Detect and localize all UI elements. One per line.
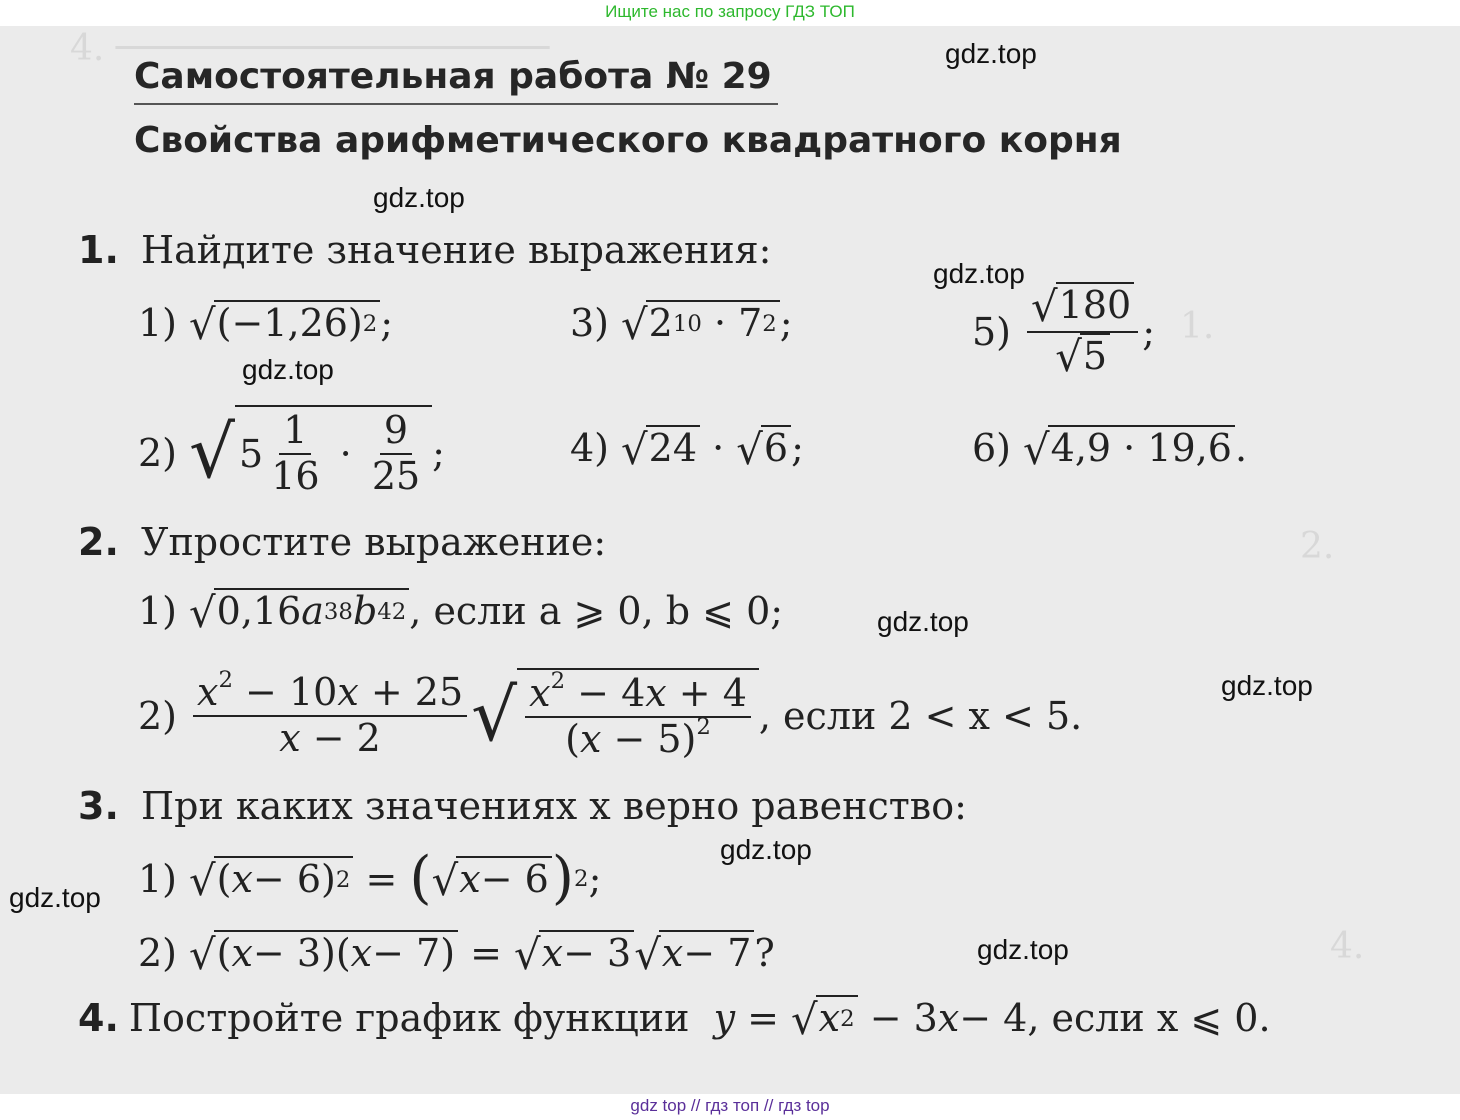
- task-2-item-2: 2) $\frac{x^2 - 10x + 25}{x - 2}$ √ $\frac{x^2 - 4x + 4}{(x - 5)^2}$ , если 2 < x < 5.: [138, 668, 1082, 763]
- item-label: 6): [972, 425, 1012, 470]
- task-3-heading: [78, 784, 967, 828]
- task-1-heading: [78, 228, 771, 272]
- task-1-item-6: 6) √ 4,9 · 19,6 .: [972, 424, 1248, 474]
- item-label: 5): [972, 309, 1012, 354]
- item-label: 1): [138, 588, 178, 633]
- condition-text: , если x ⩽ 0.: [1027, 995, 1271, 1040]
- page-title: Самостоятельная работа № 29: [134, 56, 778, 105]
- watermark: gdz.top: [877, 606, 969, 637]
- item-label: 1): [138, 300, 178, 345]
- condition-text: , если a ⩾ 0, b ⩽ 0;: [409, 588, 784, 633]
- task-1-item-4: 4) √ 24 · √ 6 ;: [570, 424, 804, 474]
- task-1-item-5: 5) √ 180 √ 5 ;: [972, 281, 1155, 382]
- task-number: 2.: [78, 520, 119, 564]
- task-2-item-1: 1) √ 0,16 a 38 b 42 , если a ⩾ 0, b ⩽ 0;: [138, 587, 784, 637]
- item-label: 2): [138, 693, 178, 738]
- top-banner[interactable]: Ищите нас по запросу ГДЗ ТОП: [605, 2, 855, 21]
- bleed-through: 1.: [1180, 306, 1215, 347]
- bleed-through: 4. ────────────────────: [70, 28, 550, 69]
- item-label: 1): [138, 856, 178, 901]
- watermark: gdz.top: [9, 882, 101, 913]
- task-1-item-3: 3) √ 2 10 · 7 2 ;: [570, 299, 793, 349]
- condition-text: , если 2 < x < 5.: [758, 693, 1083, 738]
- task-1-item-1: 1) √ (−1,26) 2 ;: [138, 299, 394, 349]
- task-2-heading: [78, 520, 606, 564]
- item-label: 2): [138, 930, 178, 975]
- bleed-through: 4.: [1330, 926, 1365, 967]
- item-label: 3): [570, 300, 610, 345]
- bleed-through: 2.: [1300, 526, 1335, 567]
- watermark: gdz.top: [945, 38, 1037, 69]
- watermark: gdz.top: [933, 258, 1025, 289]
- task-text: Найдите значение выражения:: [140, 228, 772, 272]
- fraction: √ 180 √ 5: [1027, 282, 1138, 381]
- item-label: 2): [138, 430, 178, 475]
- task-text: Упростите выражение:: [140, 520, 607, 564]
- item-label: 4): [570, 425, 610, 470]
- watermark: gdz.top: [720, 834, 812, 865]
- task-4-heading: 4. Постройте график функции y = √ x 2 − 3 x − 4 , если x ⩽ 0.: [78, 994, 1271, 1044]
- task-number: 3.: [78, 784, 119, 828]
- task-3-item-2: 2) √ ( x − 3)( x − 7) = √ x − 3 √ x − 7 ?: [138, 929, 775, 979]
- task-1-item-2: 2) √ 5 $\frac{1}{16}$ · $\frac{9}{25}$ ;: [138, 405, 445, 500]
- watermark: gdz.top: [977, 934, 1069, 965]
- watermark: gdz.top: [373, 182, 465, 213]
- sqrt-expression: √ (−1,26) 2: [189, 300, 380, 346]
- watermark: gdz.top: [242, 354, 334, 385]
- sqrt-expression: √ 2 10 · 7 2: [621, 300, 780, 346]
- page-subtitle: Свойства арифметического квадратного корня: [134, 120, 1122, 161]
- task-3-item-1: 1) √ ( x − 6) 2 = ( √ x − 6 ) 2 ;: [138, 845, 602, 911]
- task-number: 4.: [78, 995, 119, 1040]
- bottom-banner[interactable]: gdz top // гдз топ // гдз top: [630, 1096, 830, 1115]
- task-text: При каких значениях x верно равенство:: [140, 784, 967, 828]
- watermark: gdz.top: [1221, 670, 1313, 701]
- task-number: 1.: [78, 228, 119, 272]
- task-text: Постройте график функции: [128, 995, 690, 1040]
